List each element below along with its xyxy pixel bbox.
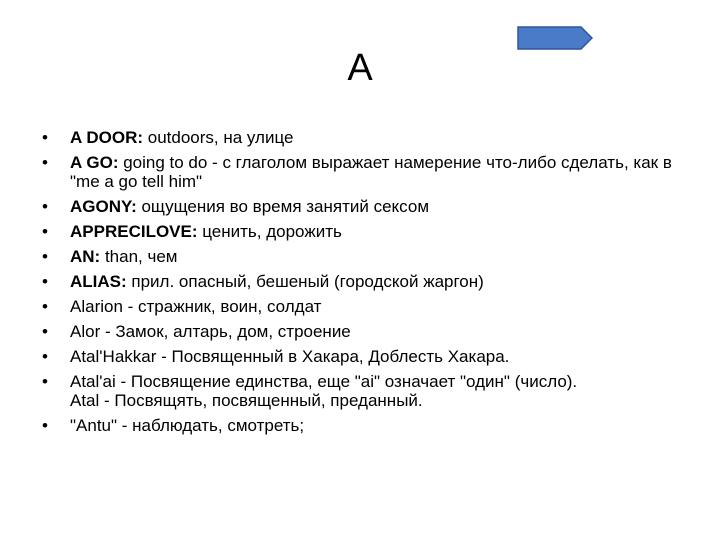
bullet-icon: •	[42, 416, 48, 435]
list-item	[42, 297, 702, 316]
list-item	[42, 222, 702, 241]
list-item	[42, 197, 702, 216]
bullet-icon: •	[42, 128, 48, 147]
item-text: ценить, дорожить	[197, 222, 342, 241]
bullet-icon: •	[42, 297, 48, 316]
bullet-list	[42, 128, 702, 441]
list-item	[42, 347, 702, 366]
list-item	[42, 153, 702, 191]
list-item	[42, 247, 702, 266]
item-text: than, чем	[100, 247, 178, 266]
item-extra-text: Atal - Посвящять, посвященный, преданный.	[70, 391, 423, 410]
item-text: going to do - с глаголом выражает намерение что-либо сделать, как в "me a go tell him"	[70, 153, 672, 191]
bullet-icon: •	[42, 272, 48, 291]
list-item	[42, 322, 702, 341]
arrow-shape	[518, 27, 592, 49]
bullet-icon: •	[42, 322, 48, 341]
list-item	[42, 416, 702, 435]
item-term: AGONY:	[70, 197, 137, 216]
item-text: outdoors, на улице	[143, 128, 294, 147]
bullet-icon: •	[42, 247, 48, 266]
item-text: Alarion - стражник, воин, солдат	[70, 297, 322, 316]
item-text: ощущения во время занятий сексом	[136, 197, 430, 216]
list-item	[42, 128, 702, 147]
item-text: прил. опасный, бешеный (городской жаргон)	[126, 272, 484, 291]
bullet-icon: •	[42, 153, 48, 172]
item-term: A GO:	[70, 153, 119, 172]
slide-title: A	[347, 47, 373, 89]
item-term: ALIAS:	[70, 272, 127, 291]
item-term: AN:	[70, 247, 101, 266]
item-text: Alor - Замок, алтарь, дом, строение	[70, 322, 351, 341]
bullet-icon: •	[42, 222, 48, 241]
item-term: A DOOR:	[70, 128, 144, 147]
bullet-icon: •	[42, 347, 48, 366]
bullet-icon: •	[42, 197, 48, 216]
item-text: Atal'Hakkar - Посвященный в Хакара, Доблесть Хакара.	[70, 347, 510, 366]
item-text: Atal'ai - Посвящение единства, еще "ai" означает "один" (число).	[70, 372, 578, 391]
item-text: "Antu" - наблюдать, смотреть;	[70, 416, 305, 435]
list-item	[42, 372, 702, 410]
bullet-icon: •	[42, 372, 48, 391]
item-term: APPRECILOVE:	[70, 222, 198, 241]
list-item	[42, 272, 702, 291]
next-arrow-icon[interactable]	[517, 26, 593, 50]
